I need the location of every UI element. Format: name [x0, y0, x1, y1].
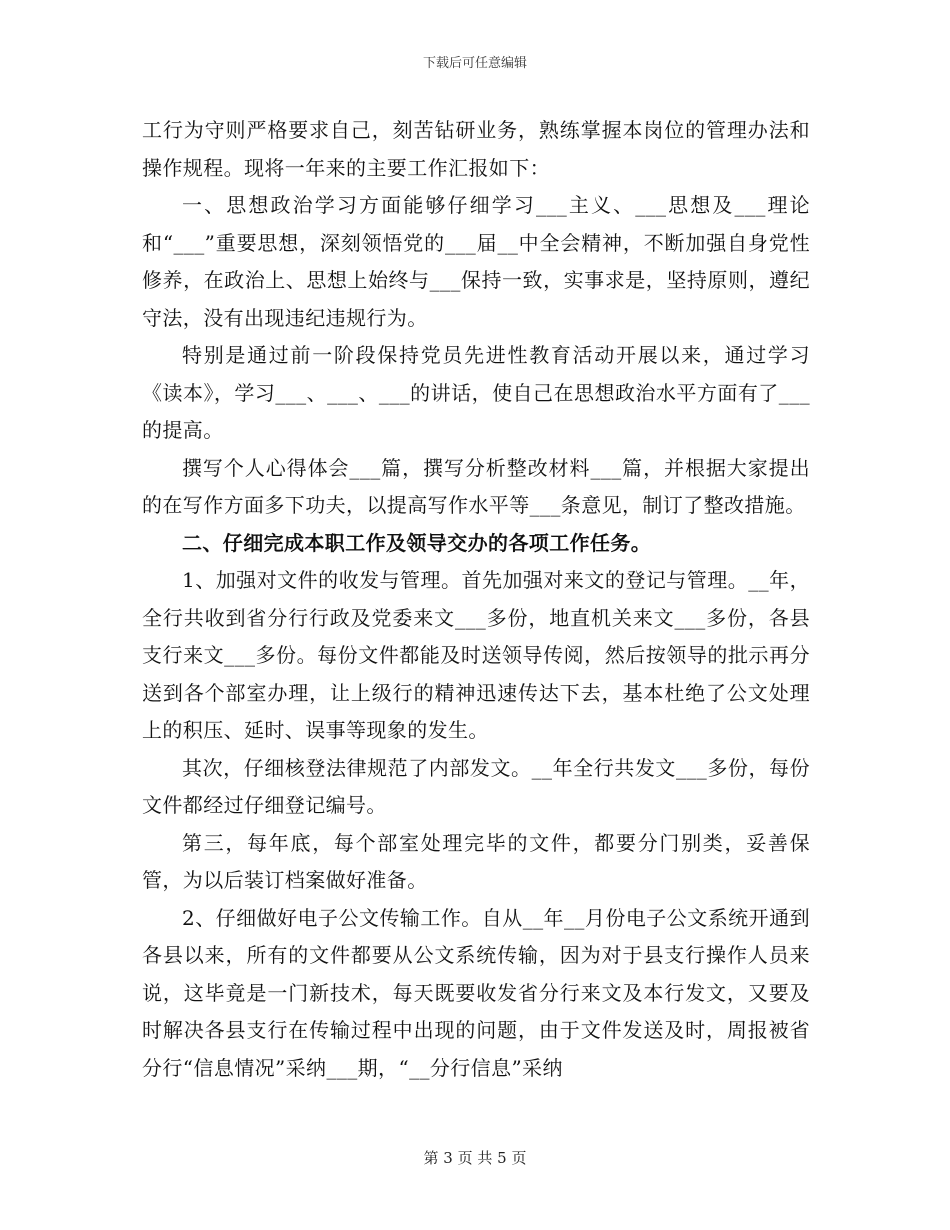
paragraph-document-management: 1、加强对文件的收发与管理。首先加强对来文的登记与管理。__年，全行共收到省分行行政及党委来文___多份，地直机关来文___多份，各县支行来文___多份。每份文件都能及时送领导传阅，然后按领导的批示再分送到各个部室办理，让上级行的精神迅速传达下去，基本杜绝了公文处理上的积压、延时、误事等现象的发生。 [142, 568, 810, 742]
document-body [142, 112, 810, 1087]
section-heading-2: 二、仔细完成本职工作及领导交办的各项工作任务。 [182, 530, 652, 555]
paragraph-section-1: 一、思想政治学习方面能够仔细学习___主义、___思想及___理论和“___”重要思想，深刻领悟党的___届__中全会精神，不断加强自身党性修养，在政治上、思想上始终与___保持一致，实事求是，坚持原则，遵纪守法，没有出现违纪违规行为。 [142, 193, 810, 330]
page-number: 第 3 页 共 5 页 [423, 1149, 527, 1167]
paragraph-internal-documents: 其次，仔细核登法律规范了内部发文。__年全行共发文___多份，每份文件都经过仔细登记编号。 [142, 755, 810, 817]
page-header: 下载后可任意编辑 [422, 56, 527, 71]
paragraph-electronic-transmission: 2、仔细做好电子公文传输工作。自从__年__月份电子公文系统开通到各县以来，所有的文件都要从公文系统传输，因为对于县支行操作人员来说，这毕竟是一门新技术，每天既要收发省分行来文及本行发文，又要及时解决各县支行在传输过程中出现的问题，由于文件发送及时，周报被省分行“信息情况”采纳___期，“__分行信息”采纳 [142, 905, 810, 1080]
paragraph-writing: 撰写个人心得体会___篇，撰写分析整改材料___篇，并根据大家提出的在写作方面多下功夫，以提高写作水平等___条意见，制订了整改措施。 [142, 455, 810, 517]
paragraph-intro: 工行为守则严格要求自己，刻苦钻研业务，熟练掌握本岗位的管理办法和操作规程。现将一年来的主要工作汇报如下： [142, 118, 810, 180]
paragraph-study-details: 特别是通过前一阶段保持党员先进性教育活动开展以来，通过学习《读本》，学习___、___、___的讲话，使自己在思想政治水平方面有了___的提高。 [142, 343, 810, 442]
paragraph-archiving: 第三，每年底，每个部室处理完毕的文件，都要分门别类，妥善保管，为以后装订档案做好准备。 [142, 830, 810, 892]
